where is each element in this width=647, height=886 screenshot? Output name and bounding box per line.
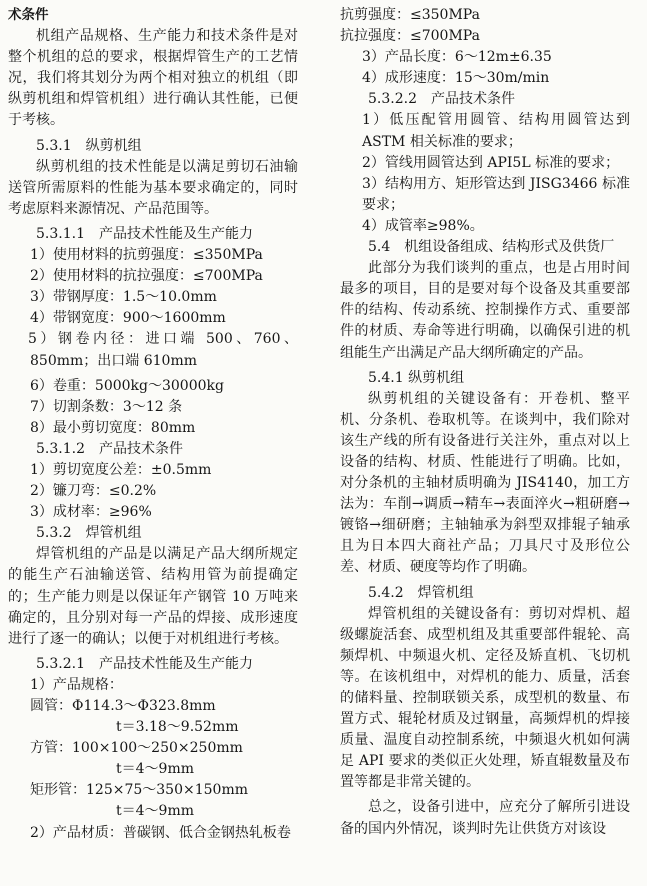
- left-paragraph: t＝4～9mm: [116, 803, 194, 820]
- left-paragraph: 2）产品材质：普碳钢、低合金钢热轧板卷: [30, 824, 291, 841]
- left-paragraph: 3）成材率：≥96%: [30, 504, 152, 521]
- left-paragraph: 7）切割条数：3～12 条: [30, 398, 183, 415]
- left-paragraph: 机组产品规格、生产能力和技术条件是对整个机组的总的要求，根据焊管生产的工艺情况，我们将其划分为两个相对独立的机组（即纵剪机组和焊管机组）进行确认其性能，已便于考核。: [8, 28, 298, 129]
- left-paragraph: 5.3.2 焊管机组: [36, 525, 142, 542]
- left-paragraph: 5）钢卷内径：进口端 500、760、850mm；出口端 610mm: [28, 331, 298, 369]
- right-paragraph: 5.3.2.2 产品技术条件: [368, 91, 515, 108]
- right-paragraph: 纵剪机组的关键设备有：开卷机、整平机、分条机、卷取机等。在谈判中，我们除对该生产线的所有设备进行关注外，重点对以上设备的结构、材质、性能进行了明确。比如，对分条机的主轴材质明确为 JIS4140，加工方法为：车削→调质→精车→表面淬火→粗研磨→镀铬→细研磨；主轴轴承为斜型双排辊子轴承且为日本四大商社产品；刀具尺寸及形位公差、材质、硬度等均作了明确。: [340, 390, 630, 576]
- left-paragraph: 方管：100×100～250×250mm: [30, 740, 243, 757]
- left-paragraph: 5.3.2.1 产品技术性能及生产能力: [36, 655, 253, 672]
- right-paragraph: 5.4.2 焊管机组: [368, 584, 474, 601]
- right-paragraph: 此部分为我们谈判的重点，也是占用时间最多的项目，目的是要对每个设备及其重要部件的结构、传动系统、控制操作方式、重要部件的材质、寿命等进行明确，以确保引进的机组能生产出满足产品大纲所确定的产品。: [340, 260, 630, 361]
- left-paragraph: 1）剪切宽度公差：±0.5mm: [30, 461, 212, 478]
- right-paragraph: 1）低压配管用圆管、结构用圆管达到 ASTM 相关标准的要求；: [362, 112, 630, 150]
- left-paragraph: 5.3.1 纵剪机组: [36, 137, 142, 154]
- left-paragraph: 3）带钢厚度：1.5～10.0mm: [30, 289, 217, 306]
- right-paragraph: 焊管机组的关键设备有：剪切对焊机、超级螺旋活套、成型机组及其重要部件辊轮、高频焊机、中频退火机、定径及矫直机、飞切机等。在该机组中，对焊机的能力、质量，活套的储料量、控制联锁关系，成型机的数量、布置方式、辊轮材质及过钢量，高频焊机的焊接质量、温度自动控制系统，中频退火机如何满足 API 要求的类似正火处理，矫直辊数量及布置等都是非常关键的。: [340, 605, 630, 791]
- left-paragraph: 纵剪机组的技术性能是以满足剪切石油输送管所需原料的性能为基本要求确定的，同时考虑原料来源情况、产品范围等。: [8, 158, 298, 217]
- right-paragraph: 2）管线用圆管达到 API5L 标准的要求；: [362, 154, 620, 171]
- right-paragraph: 抗拉强度：≤700MPa: [340, 28, 480, 45]
- left-paragraph: t＝3.18～9.52mm: [116, 719, 239, 736]
- right-paragraph: 抗剪强度：≤350MPa: [340, 7, 480, 23]
- right-paragraph: 5.4 机组设备组成、结构形式及供货厂: [368, 239, 615, 256]
- right-paragraph: 3）产品长度：6～12m±6.35: [362, 49, 552, 66]
- left-paragraph: 1）使用材料的抗剪强度：≤350MPa: [30, 247, 263, 264]
- right-column: [340, 5, 630, 840]
- left-paragraph: 1）产品规格：: [30, 676, 123, 693]
- left-paragraph: 6）卷重：5000kg～30000kg: [30, 377, 224, 394]
- left-paragraph: 5.3.1.2 产品技术条件: [36, 440, 183, 457]
- left-paragraph: 2）镰刀弯：≤0.2%: [30, 483, 157, 500]
- left-paragraph: 4）带钢宽度：900～1600mm: [30, 310, 226, 327]
- right-paragraph: 总之，设备引进中，应充分了解所引进设备的国内外情况，谈判时先让供货方对该设: [340, 799, 630, 837]
- left-paragraph: 术条件: [8, 7, 49, 23]
- right-paragraph: 4）成管率≥98%。: [362, 217, 484, 234]
- left-paragraph: 圆管：Φ114.3～Φ323.8mm: [30, 698, 216, 714]
- left-paragraph: 矩形管：125×75～350×150mm: [30, 782, 248, 799]
- right-paragraph: 5.4.1 纵剪机组: [368, 369, 465, 386]
- left-paragraph: 8）最小剪切宽度：80mm: [30, 419, 196, 436]
- left-paragraph: t＝4～9mm: [116, 761, 194, 778]
- left-column: [8, 5, 298, 844]
- left-paragraph: 5.3.1.1 产品技术性能及生产能力: [36, 225, 253, 242]
- right-paragraph: 3）结构用方、矩形管达到 JISG3466 标准要求；: [362, 175, 630, 213]
- right-paragraph: 4）成形速度：15～30m/min: [362, 70, 550, 87]
- left-paragraph: 焊管机组的产品是以满足产品大纲所规定的能生产石油输送管、结构用管为前提确定的；生产能力则是以保证年产钢管 10 万吨来确定的，且分别对每一产品的焊接、成形速度进行了逐一的确认；以便于对机组进行考核。: [8, 546, 298, 647]
- left-paragraph: 2）使用材料的抗拉强度：≤700MPa: [30, 268, 263, 285]
